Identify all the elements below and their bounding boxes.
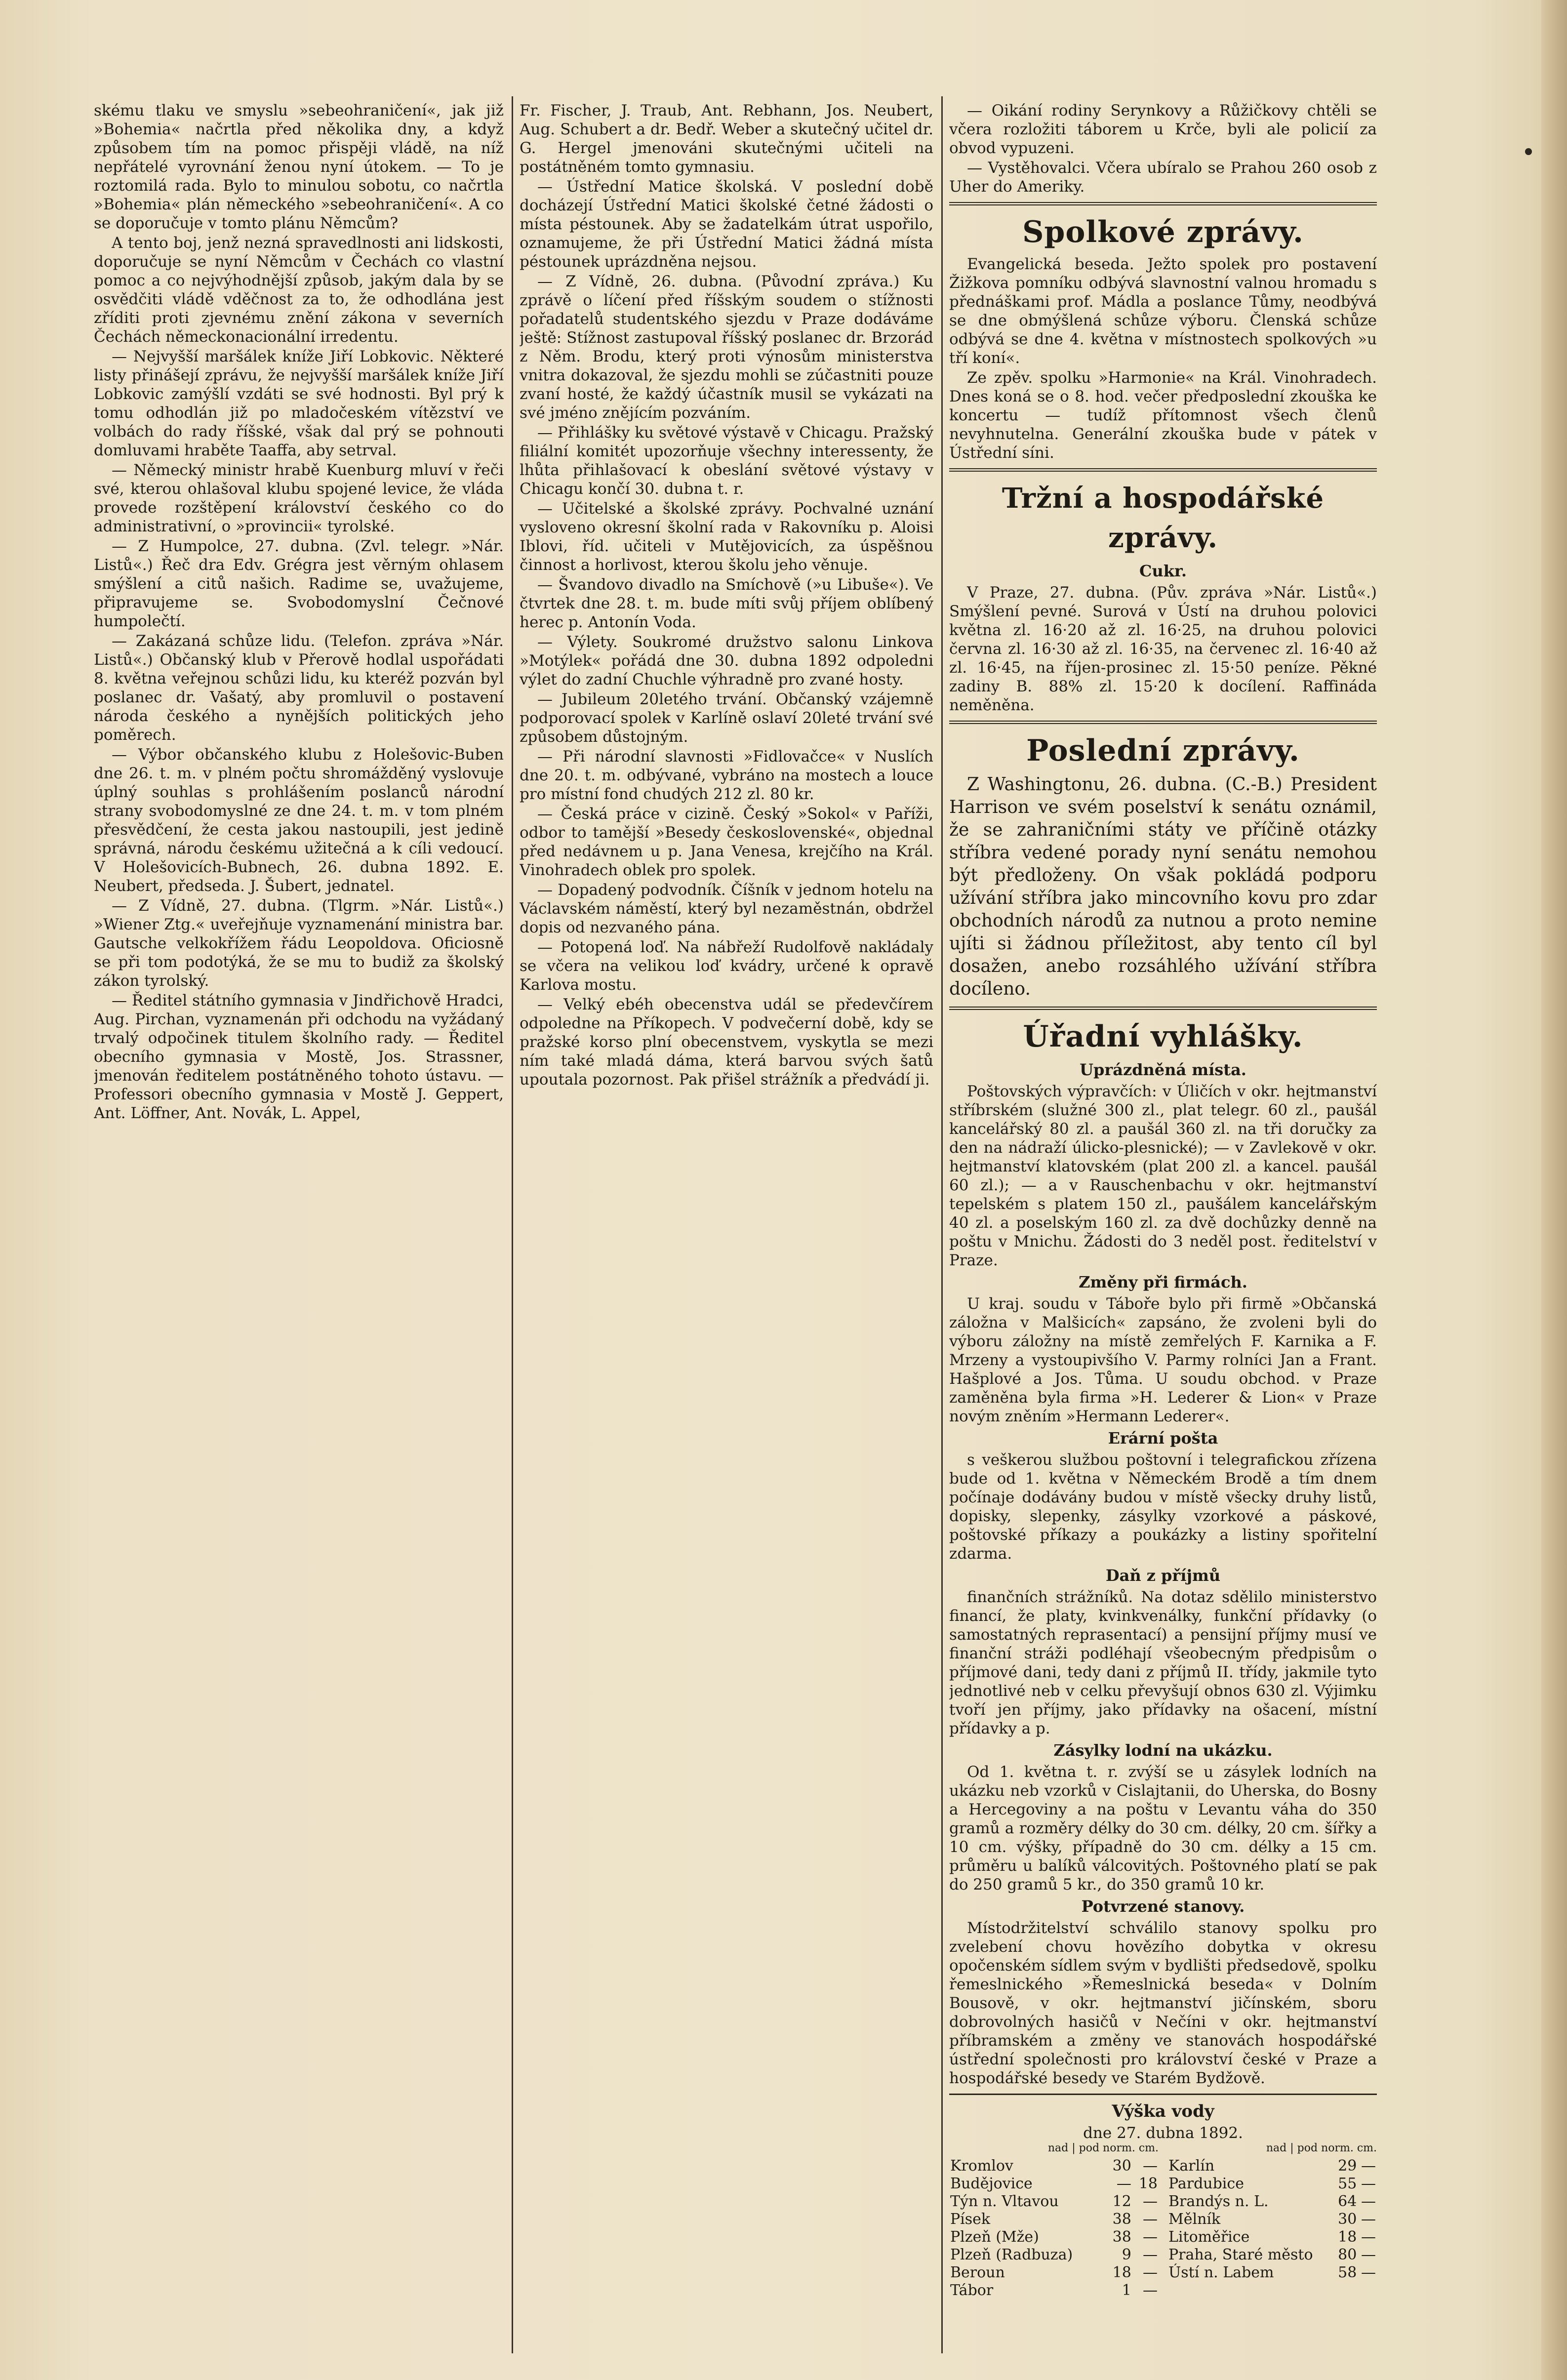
section-title-uredni: Úřadní vyhlášky. [1023,1019,1303,1054]
water-table-header: nad | pod norm. cm. [1047,2142,1159,2154]
column-2 [520,101,933,2353]
subheading-uprazdnena-mista: Uprázdněná místa. [1080,1060,1246,1079]
water-level-above: 18 [1338,2228,1357,2246]
column2-paragraph: — Švandovo divadlo na Smíchově (»u Libuše«). Ve čtvrtek dne 28. t. m. bude míti svůj příjem oblíbený herec p. Antonín Voda. [520,576,933,631]
water-level-row [1167,2264,1377,2282]
column2-paragraph: — Přihlášky ku světové výstavě v Chicagu. Pražský filiální komitét upozorňuje všechny interessenty, že lhůta přihlašovací k obeslání světové výstavy v Chicagu končí 30. dubna t. r. [520,424,933,498]
water-level-above: 30 [1338,2211,1357,2228]
water-level-below: — [1361,2175,1376,2192]
section-divider [949,1007,1377,1010]
section-paragraph: V Praze, 27. dubna. (Pův. zpráva »Nár. Listů«.) Smýšlení pevné. Surová v Ústí na druhou polovici května zl. 16·20 až zl. 16·25, na druhou polovici června zl. 16·30 až zl. 16·35, na červenec zl. 16·40 až zl. 16·45, na říjen-prosinec zl. 15·50 peníze. Pěkné zadiny B. 88% zl. 15·20 k docílení. Raffináda neměněna. [949,584,1377,714]
column2-paragraph: — Dopadený podvodník. Číšník v jednom hotelu na Václavském náměstí, který byl nezaměstnán, obdržel dopis od nezvaného pána. [520,881,933,936]
water-level-above: 38 [1112,2211,1131,2228]
subheading-erarni-posta: Erární pošta [1108,1429,1218,1448]
column2-paragraph: — Učitelské a školské zprávy. Pochvalné uznání vysloveno okresní školní rada v Rakovníku p. Aloisi Iblovi, říd. učiteli v Mutějovicích, za úspěšnou činnost a horlivost, kterou školu jeho věnuje. [520,500,933,574]
water-level-place: Karlín [1168,2157,1215,2175]
water-level-place: Plzeň (Mže) [950,2228,1039,2246]
water-level-row [1167,2228,1377,2246]
water-level-below: — [1143,2282,1158,2299]
section-paragraph: finančních strážníků. Na dotaz sdělilo ministerstvo financí, že platy, kvinkvenálky, funkční přídavky (o samostatných reprasentací) a pensijní příjmy musí ve finanční stráži podléhají všeobecným předpisům o příjmové dani, tedy dani z příjmů II. třídy, jakmile tyto jednotlivé neb v celku převyšují obnos 630 zl. Výjimku tvoří jen příjmy, jako přídavky na ošacení, místní přídavky a p. [949,1588,1377,1737]
subheading-dan: Daň z příjmů [1105,1566,1221,1585]
water-level-row [949,2157,1159,2175]
water-table-left [949,2142,1159,2299]
water-level-above: 29 [1338,2157,1357,2175]
water-level-place: Budějovice [950,2175,1033,2192]
water-level-tables [949,2142,1377,2299]
water-level-below: — [1143,2157,1158,2175]
water-level-above: 12 [1112,2193,1131,2210]
water-level-below: — [1143,2211,1158,2228]
section-divider [949,202,1377,205]
column2-paragraph: — Při národní slavnosti »Fidlovačce« v Nuslích dne 20. t. m. odbývané, vybráno na mostech a louce pro místní fond chudých 212 zl. 80 kr. [520,748,933,803]
section-divider [949,468,1377,472]
water-level-place: Beroun [950,2264,1005,2281]
column1-paragraph: A tento boj, jenž nezná spravedlnosti ani lidskosti, doporučuje se nyní Němcům v Čechách co vlastní pomoc a co nejvýhodnější způsob, jakým dala by se osvědčiti vládě vděčnost za to, že odhodlána jest zříditi proti zjevnému znění zákona v severních Čechách německonacionální irredentu. [94,234,504,346]
section-paragraph: Ze zpěv. spolku »Harmonie« na Král. Vinohradech. Dnes koná se o 8. hod. večer předposlední zkouška ke koncertu — tudíž přítomnost všech členů nevyhnutelna. Generální zkouška bude v pátek v Ústřední síni. [949,369,1377,462]
column1-paragraph: — Ředitel státního gymnasia v Jindřichově Hradci, Aug. Pirchan, vyznamenán při odchodu na vyžádaný trvalý odpočinek titulem školního rady. — Ředitel obecního gymnasia v Mostě, Jos. Strassner, jmenován ředitelem postátněného tohoto ústavu. — Professori obecního gymnasia v Mostě J. Geppert, Ant. Löffner, Ant. Novák, L. Appel, [94,992,504,1122]
section-title-trzni: Tržní a hospodářské zprávy. [1002,482,1325,554]
water-level-below: — [1143,2264,1158,2281]
column2-paragraph: — Výlety. Soukromé družstvo salonu Linkova »Motýlek« pořádá dne 30. dubna 1892 odpoledni výlet do zadní Chuchle výhradně pro zvané hosty. [520,633,933,688]
water-level-row [1167,2157,1377,2175]
water-level-place: Plzeň (Radbuza) [950,2246,1073,2263]
water-level-row [949,2282,1159,2299]
column2-paragraph: — Česká práce v cizině. Český »Sokol« v Paříži, odbor to tamější »Besedy československé«, objednal před nedávnem u p. Jana Venesa, krejčího na Král. Vinohradech oblek pro spolek. [520,805,933,879]
column-rule-2 [941,96,943,2353]
water-level-place: Mělník [1168,2211,1221,2228]
water-level-row [1167,2211,1377,2228]
water-level-row [949,2175,1159,2193]
subheading-zasylky: Zásylky lodní na ukázku. [1053,1741,1273,1760]
column1-paragraph: — Z Humpolce, 27. dubna. (Zvl. telegr. »Nár. Listů«.) Řeč dra Edv. Grégra jest věrným ohlasem smýšlení a citů našich. Radime se, uvažujeme, připravujeme se. Svobodomyslní Čečnové humpolečtí. [94,537,504,630]
section-paragraph: Místodržitelství schválilo stanovy spolku pro zvelebení chovu hovězího dobytka v okresu opočenském sídlem svým v bydlišti předsedově, spolku řemeslnického »Řemeslnická beseda« v Dolním Bousově, v okr. hejtmanství jičínském, sboru dobrovolných hasičů v Nečíni v okr. hejtmanství příbramském a změny ve stanovách hospodářské ústřední společnosti pro království české v Praze a hospodářské besedy ve Starém Bydžově. [949,1919,1377,2087]
water-level-place: Tábor [950,2282,994,2299]
water-level-above: 18 [1112,2264,1131,2281]
water-level-row [949,2228,1159,2246]
column1-paragraph: — Zakázaná schůze lidu. (Telefon. zpráva »Nár. Listů«.) Občanský klub v Přerově hodlal uspořádati 8. května veřejnou schůzi lidu, ku kteréž pozván byl poslanec dr. Vašatý, aby promluvil o postavení národa českého a nynějších politických jeho poměrech. [94,632,504,744]
column1-paragraph: — Výbor občanského klubu z Holešovic-Buben dne 26. t. m. v plném počtu shromážděný vyslovuje úplný souhlas s prohlášením poslanců národní strany svobodomyslné ze dne 24. t. m. v tom plném přesvědčení, že cesta jakou nastoupili, jest jedině správná, národu českému užitečná a k cíli vedoucí. V Holešovicích-Bubnech, 26. dubna 1892. E. Neubert, předseda. J. Šubert, jednatel. [94,746,504,895]
column1-paragraph: skému tlaku ve smyslu »sebeohraničení«, jak již »Bohemia« načrtla před několika dny, a když způsobem tím na pomoc přispěji vládě, na níž nepřátelé vyrovnání ženou nyní útokem. — To je roztomilá rada. Bylo to minulou sobotu, co načrtla »Bohemia« plán německého »sebeohraničení«. A co se doporučuje v tomto plánu Němcům? [94,102,504,232]
water-level-below: 18 [1138,2175,1158,2192]
water-level-above: 64 [1338,2193,1357,2210]
water-level-title: Výška vody [1112,2101,1214,2121]
page-edge-shadow [1541,0,1567,2380]
water-level-row [1167,2193,1377,2211]
section-title-posledni: Poslední zprávy. [1026,733,1300,768]
water-level-row [949,2193,1159,2211]
column-3 [949,101,1377,2353]
section-divider [949,721,1377,724]
water-level-above: 30 [1112,2157,1131,2175]
water-level-above: 9 [1122,2246,1131,2263]
water-level-above: 38 [1112,2228,1131,2246]
water-level-row [949,2211,1159,2228]
water-level-date: dne 27. dubna 1892. [1083,2124,1243,2142]
column2-paragraph: Fr. Fischer, J. Traub, Ant. Rebhann, Jos. Neubert, Aug. Schubert a dr. Bedř. Weber a skutečný učitel dr. G. Hergel jmenováni skutečnými učiteli na postátněném tomto gymnasiu. [520,102,933,176]
section-paragraph: s veškerou službou poštovní i telegrafickou zřízena bude od 1. května v Německém Brodě a tím dnem počínaje dodávány budou v místě všecky druhy listů, dopisky, slepenky, zásylky vzorkové a páskové, poštovské příkazy a poukázky a listiny spořitelní zdarma. [949,1451,1377,1563]
water-level-below: — [1361,2264,1376,2281]
water-level-above: 55 [1338,2175,1357,2192]
water-level-above: 80 [1338,2246,1357,2263]
water-table-right [1167,2142,1377,2299]
column2-paragraph: — Velký ebéh obecenstva udál se předevčírem odpoledne na Příkopech. V podvečerní době, kdy se pražské korso plní obecenstvem, vyskytla se mezi ním také mladá dáma, která barvou svých šatů upoutala pozornost. Pak přišel strážník a předvádí ji. [520,996,933,1089]
section-title-spolkove: Spolkové zprávy. [1022,215,1304,249]
water-level-above: 1 [1122,2282,1131,2299]
water-level-below: — [1143,2228,1158,2246]
water-level-place: Kromlov [950,2157,1013,2175]
column2-paragraph: — Jubileum 20letého trvání. Občanský vzájemně podporovací spolek v Karlíně oslaví 20leté trvání své způsobem důstojným. [520,690,933,746]
water-level-above: — [1116,2175,1131,2192]
water-level-below: — [1143,2246,1158,2263]
water-level-above: 58 [1338,2264,1357,2281]
water-level-below: — [1143,2193,1158,2210]
column1-paragraph: — Německý ministr hrabě Kuenburg mluví v řeči své, kterou ohlašoval klubu spojené levice, že vláda provede rozštěpení království českého co do administrativní, o »provincii« tyrolské. [94,461,504,535]
section-divider [949,2094,1377,2095]
water-level-place: Litoměřice [1168,2228,1250,2246]
column-rule-1 [512,96,513,2353]
section-paragraph: Poštovských výpravčích: v Úličích v okr. hejtmanství stříbrském (služné 300 zl., plat telegr. 60 zl., paušál kancelářský 80 zl. a paušál 360 zl. na tři doručky za den na nádraží úlicko-plesnické); — v Zavlekově v okr. hejtmanství klatovském (plat 200 zl. a kancel. paušál 60 zl.); — a v Rauschenbachu v okr. hejtmanství tepelském s platem 150 zl., paušálem kancelářským 40 zl. a poselským 160 zl. za dvě dochůzky denně na poštu v Mnichu. Žádosti do 3 neděl post. ředitelství v Praze. [949,1083,1377,1269]
water-level-table-right [1167,2157,1377,2282]
water-level-row [949,2264,1159,2282]
water-level-below: — [1361,2228,1376,2246]
column-1 [94,101,504,2353]
water-level-below: — [1361,2246,1376,2263]
water-level-table-left [949,2157,1159,2299]
news-item: — Oikání rodiny Serynkovy a Růžičkovy chtěli se včera rozložiti táborem u Krče, byli ale policií za obvod vypuzeni. [949,102,1377,157]
column1-paragraph: — Z Vídně, 27. dubna. (Tlgrm. »Nár. Listů«.) »Wiener Ztg.« uveřejňuje vyznamenání ministra bar. Gautsche velkokřížem řádu Leopoldova. Oficiosně se při tom podotýká, že se mu to budiž za školský zákon tyrolský. [94,897,504,990]
water-level-row [949,2246,1159,2264]
water-level-below: — [1361,2193,1376,2210]
water-level-place: Pardubice [1168,2175,1244,2192]
section-paragraph: Z Washingtonu, 26. dubna. (C.-B.) President Harrison ve svém poselství k senátu oznámil, že se zahraničními státy ve příčině otázky stříbra vedené porady nyní senátu nemohou být předloženy. On však pokládá podporu užívání stříbra jako mincovního kovu pro zdar obchodních národů za nutnou a proto nemine ujíti si žádnou příležitost, aby tento cíl byl dosažen, anebo rozsáhlého užívání stříbra docíleno. [949,774,1377,999]
section-paragraph: Evangelická beseda. Ježto spolek pro postavení Žižkova pomníku odbývá slavnostní valnou hromadu s přednáškami prof. Mádla a poslance Tůmy, neodbývá se dne obmýšlená schůze výboru. Členská schůze odbývá se dne 4. května v místnostech spolkových »u tří koní«. [949,255,1377,367]
ink-spot [1525,148,1532,155]
water-level-row [1167,2175,1377,2193]
news-item: — Vystěhovalci. Včera ubíralo se Prahou 260 osob z Uher do Ameriky. [949,159,1377,196]
subheading-cukr: Cukr. [1139,562,1187,580]
water-level-place: Písek [950,2211,991,2228]
water-level-place: Ústí n. Labem [1168,2264,1274,2281]
water-level-below: — [1361,2211,1376,2228]
section-paragraph: U kraj. soudu v Táboře bylo při firmě »Občanská záložna v Malšicích« zapsáno, že zvoleni byli do výboru záložny na místě zemřelých F. Karnika a F. Mrzeny a vystoupivšího V. Parmy rolníci Jan a Frant. Hašplové a Jos. Tůma. U soudu obchod. v Praze zaměněna byla firma »H. Lederer & Lion« v Praze novým zněním »Hermann Lederer«. [949,1295,1377,1425]
water-level-row [1167,2246,1377,2264]
subheading-stanovy: Potvrzené stanovy. [1081,1897,1245,1916]
column2-paragraph: — Z Vídně, 26. dubna. (Původní zpráva.) Ku zprávě o líčení před říšským soudem o stížnosti pořadatelů studentského sjezdu v Praze dodáváme ještě: Stížnost zastupoval říšský poslanec dr. Brzorád z Něm. Brodu, který proti výnosům ministerstva vnitra dokazoval, že sjezdu mohli se zúčastniti pouze zvaní hosté, že každý účastník musil se vykázati na své jméno znějícím pozváním. [520,273,933,422]
section-paragraph: Od 1. května t. r. zvýší se u zásylek lodních na ukázku neb vzorků v Cislajtanii, do Uherska, do Bosny a Hercegoviny a na poštu v Levantu váha do 350 gramů a rozměry délky do 30 cm. délky, 20 cm. šířky a 10 cm. výšky, případně do 30 cm. délky a 15 cm. průměru u balíků válcovitých. Poštovného platí se pak do 250 gramů 5 kr., do 350 gramů 10 kr. [949,1763,1377,1894]
subheading-zmeny: Změny při firmách. [1079,1273,1247,1291]
water-level-place: Týn n. Vltavou [950,2193,1059,2210]
column2-paragraph: — Ústřední Matice školská. V poslední době docházejí Ústřední Matici školské četné žádosti o místa péstounek. Aby se žadatelkám útrat uspořilo, oznamujeme, že při Ústřední Matici žádná místa péstounek uprázdněna nejsou. [520,178,933,271]
column2-paragraph: — Potopená loď. Na nábřeží Rudolfově nakládaly se včera na velikou loď kvádry, určené k opravě Karlova mostu. [520,938,933,994]
column1-paragraph: — Nejvyšší maršálek kníže Jiří Lobkovic. Některé listy přinášejí zprávu, že nejvyšší maršálek kníže Jiří Lobkovic zamýšlí vzdáti se své hodnosti. Byl prý k tomu odhodlán již po mladočeském vítězství ve volbách do rady říšské, však dal prý se pohnouti domluvami hraběte Taaffa, aby setrval. [94,348,504,459]
water-level-below: — [1361,2157,1376,2175]
water-level-place: Praha, Staré město [1168,2246,1313,2263]
water-table-header: nad | pod norm. cm. [1266,2142,1377,2154]
water-level-place: Brandýs n. L. [1168,2193,1269,2210]
